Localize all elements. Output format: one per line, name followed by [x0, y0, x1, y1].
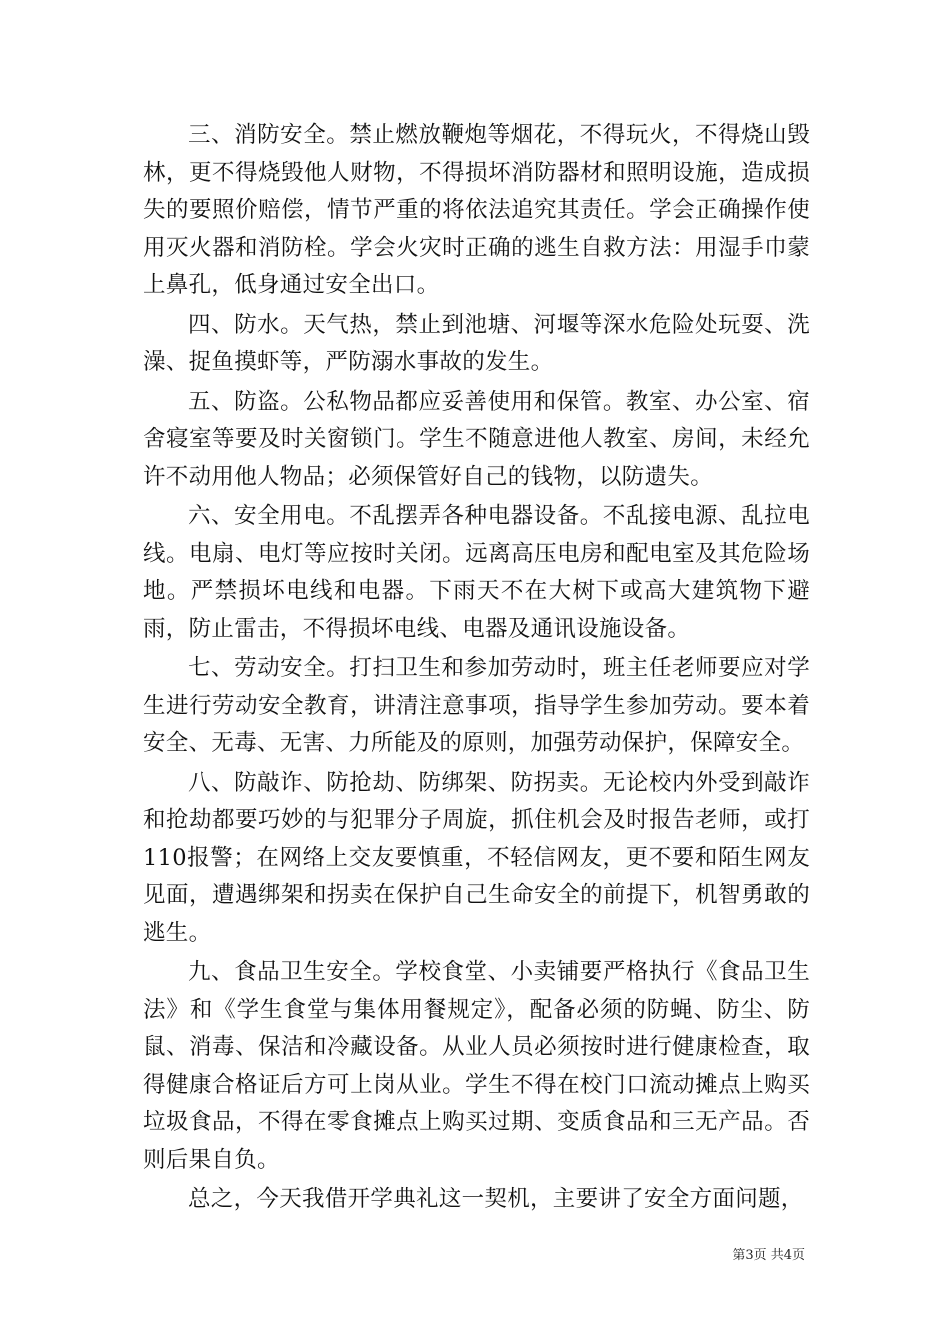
paragraph-food-safety: 九、食品卫生安全。学校食堂、小卖铺要严格执行《食品卫生法》和《学生食堂与集体用餐规定》，配备必须的防蝇、防尘、防鼠、消毒、保洁和冷藏设备。从业人员必须按时进行健康检查，取得健康合格证后方可上岗从业。学生不得在校门口流动摊点上购买垃圾食品，不得在零食摊点上购买过期、变质食品和三无产品。否则后果自负。 — [143, 959, 810, 1173]
paragraph-water-safety: 四、防水。天气热，禁止到池塘、河堰等深水危险处玩耍、洗澡、捉鱼摸虾等，严防溺水事故的发生。 — [143, 311, 810, 375]
paragraph-labor-safety: 七、劳动安全。打扫卫生和参加劳动时，班主任老师要应对学生进行劳动安全教育，讲清注意事项，指导学生参加劳动。要本着安全、无毒、无害、力所能及的原则，加强劳动保护，保障安全。 — [143, 655, 810, 756]
paragraph-electrical-safety: 六、安全用电。不乱摆弄各种电器设备。不乱接电源、乱拉电线。电扇、电灯等应按时关闭。远离高压电房和配电室及其危险场地。严禁损坏电线和电器。下雨天不在大树下或高大建筑物下避雨，防止雷击，不得损坏电线、电器及通讯设施设备。 — [143, 503, 810, 642]
paragraph-conclusion: 总之，今天我借开学典礼这一契机，主要讲了安全方面问题， — [188, 1186, 804, 1212]
document-body — [143, 117, 810, 1219]
page-number-footer: 第3页 共4页 — [732, 1248, 805, 1263]
paragraph-crime-prevention: 八、防敲诈、防抢劫、防绑架、防拐卖。无论校内外受到敲诈和抢劫都要巧妙的与犯罪分子周旋，抓住机会及时报告老师，或打110报警；在网络上交友要慎重，不轻信网友，更不要和陌生网友见面，遭遇绑架和拐卖在保护自己生命安全的前提下，机智勇敢的逃生。 — [143, 769, 810, 946]
paragraph-fire-safety: 三、消防安全。禁止燃放鞭炮等烟花，不得玩火，不得烧山毁林，更不得烧毁他人财物，不得损坏消防器材和照明设施，造成损失的要照价赔偿，情节严重的将依法追究其责任。学会正确操作使用灭火器和消防栓。学会火灾时正确的逃生自救方法：用湿手巾蒙上鼻孔，低身通过安全出口。 — [143, 122, 810, 298]
paragraph-theft-prevention: 五、防盗。公私物品都应妥善使用和保管。教室、办公室、宿舍寝室等要及时关窗锁门。学生不随意进他人教室、房间，未经允许不动用他人物品；必须保管好自己的钱物，以防遗失。 — [143, 388, 810, 490]
